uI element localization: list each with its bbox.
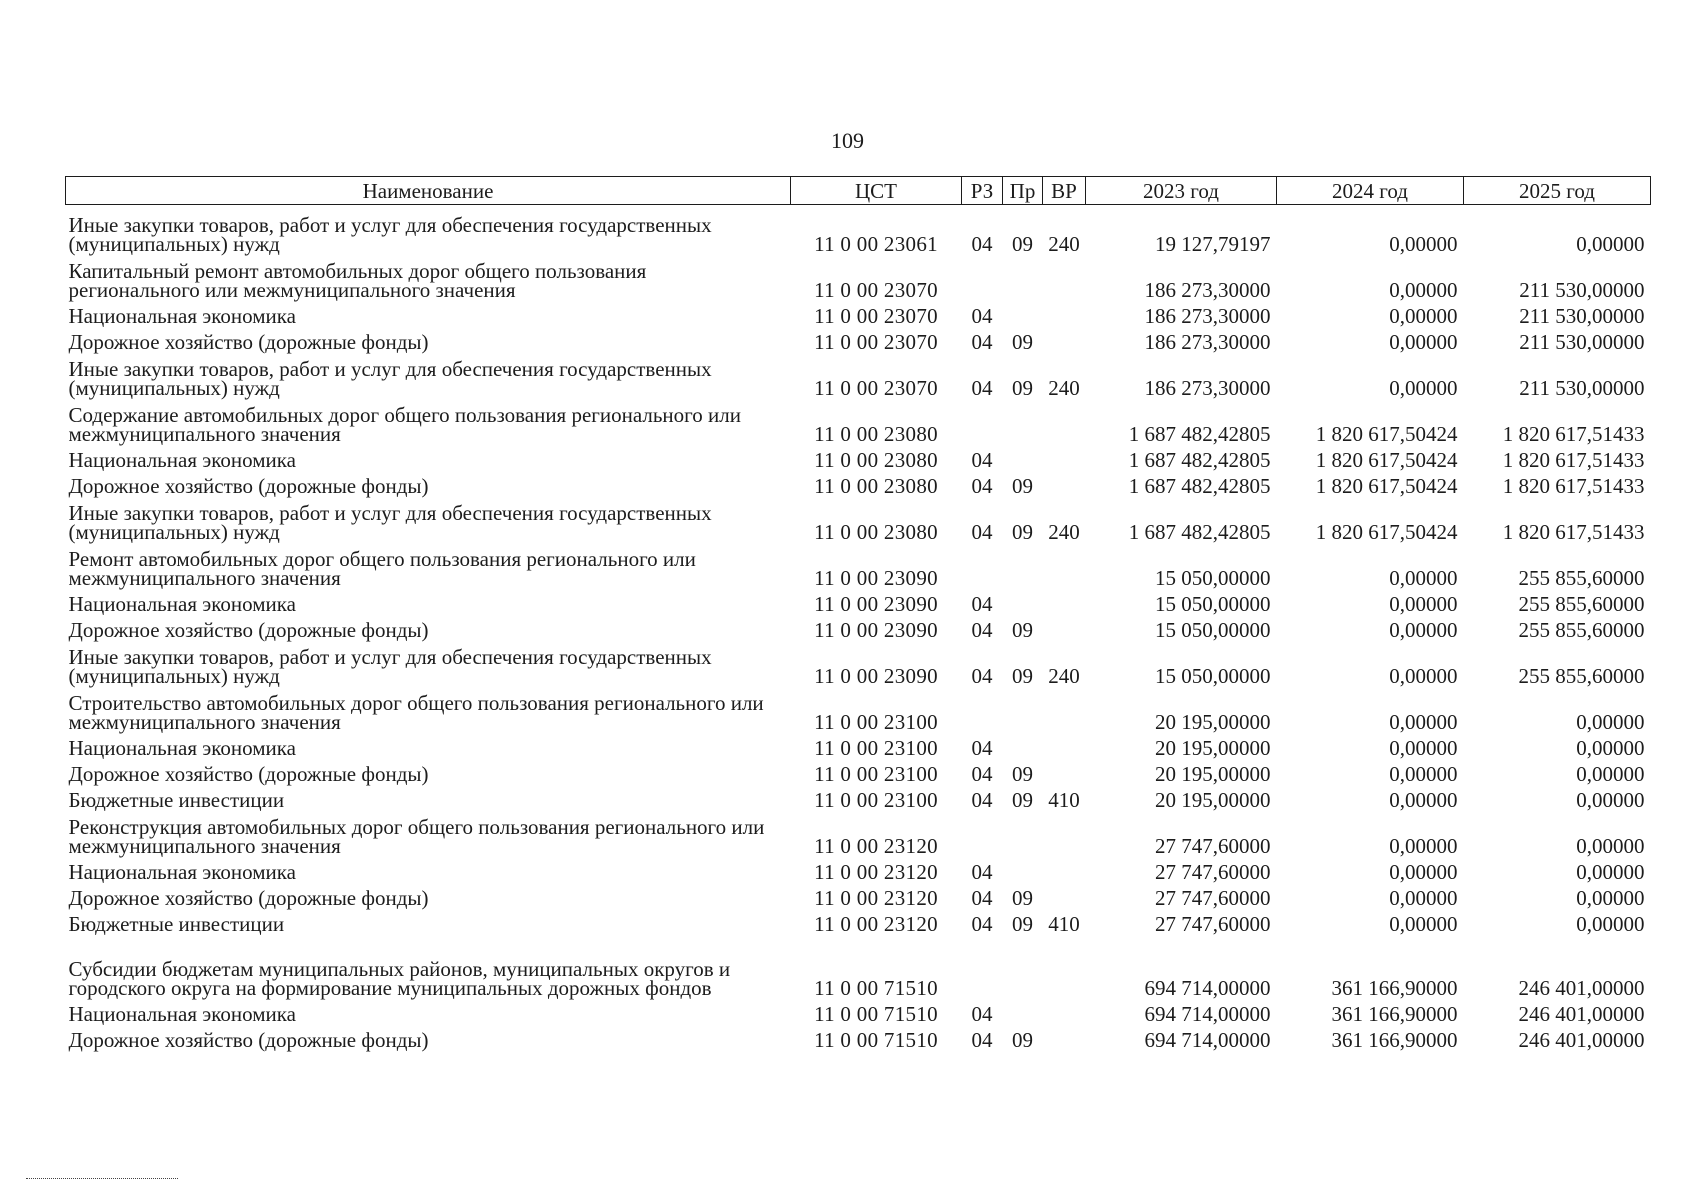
row-2025: 255 855,60000	[1518, 618, 1645, 642]
row-2025: 211 530,00000	[1519, 330, 1645, 354]
row-2023: 15 050,00000	[1155, 618, 1271, 642]
row-vr	[1043, 588, 1086, 614]
row-name: Иные закупки товаров, работ и услуг для обеспечения государственных (муниципальных) нужд	[68, 213, 712, 256]
row-2025: 1 820 617,51433	[1502, 422, 1645, 446]
row-cst: 11 0 00 23070	[814, 278, 938, 302]
row-pr: 09	[1012, 232, 1033, 256]
table-row	[66, 908, 1651, 934]
row-cst: 11 0 00 23100	[814, 710, 938, 734]
row-vr	[1043, 470, 1086, 496]
row-vr	[1043, 998, 1086, 1024]
row-2025: 211 530,00000	[1519, 304, 1645, 328]
row-rz: 04	[971, 592, 993, 616]
row-pr: 09	[1012, 376, 1033, 400]
row-pr	[1003, 686, 1043, 732]
row-name: Дорожное хозяйство (дорожные фонды)	[68, 618, 429, 642]
row-pr	[1003, 998, 1043, 1024]
header-cst: ЦСТ	[791, 177, 962, 205]
header-2023: 2023 год	[1086, 177, 1277, 205]
row-rz: 04	[971, 474, 993, 498]
row-rz: 04	[971, 912, 993, 936]
row-vr	[1043, 398, 1086, 444]
row-name: Содержание автомобильных дорог общего пользования регионального или межмуниципального значения	[68, 403, 741, 446]
table-row	[66, 732, 1651, 758]
header-vr: ВР	[1043, 177, 1086, 205]
row-pr	[1003, 300, 1043, 326]
row-vr	[1043, 254, 1086, 300]
row-2025: 255 855,60000	[1518, 566, 1645, 590]
table-row	[66, 326, 1651, 352]
row-2023: 186 273,30000	[1144, 278, 1271, 302]
row-cst: 11 0 00 23070	[814, 330, 938, 354]
row-cst: 11 0 00 23100	[814, 736, 938, 760]
row-2025: 0,00000	[1576, 886, 1645, 910]
row-pr	[1003, 856, 1043, 882]
row-pr	[1003, 254, 1043, 300]
row-name: Капитальный ремонт автомобильных дорог общего пользования регионального или межмуниципального значения	[68, 259, 647, 302]
row-rz: 04	[971, 304, 993, 328]
row-2024: 0,00000	[1389, 618, 1458, 642]
row-2025: 0,00000	[1576, 762, 1645, 786]
row-vr	[1043, 732, 1086, 758]
row-2023: 1 687 482,42805	[1128, 422, 1271, 446]
row-rz: 04	[971, 762, 993, 786]
row-2023: 27 747,60000	[1155, 834, 1271, 858]
row-cst: 11 0 00 23080	[814, 422, 938, 446]
row-vr: 410	[1048, 912, 1080, 936]
row-pr	[1003, 810, 1043, 856]
row-2023: 1 687 482,42805	[1128, 448, 1271, 472]
row-2024: 1 820 617,50424	[1315, 520, 1458, 544]
table-row	[66, 398, 1651, 444]
row-2025: 1 820 617,51433	[1502, 520, 1645, 544]
row-vr: 410	[1048, 788, 1080, 812]
row-2025: 0,00000	[1576, 788, 1645, 812]
table-row	[66, 882, 1651, 908]
row-2023: 694 714,00000	[1144, 1028, 1271, 1052]
row-pr: 09	[1012, 762, 1033, 786]
row-name: Дорожное хозяйство (дорожные фонды)	[68, 762, 429, 786]
row-2025: 0,00000	[1576, 736, 1645, 760]
row-rz: 04	[971, 618, 993, 642]
row-cst: 11 0 00 23120	[814, 912, 938, 936]
row-rz	[962, 686, 1003, 732]
row-cst: 11 0 00 23070	[814, 304, 938, 328]
row-name: Реконструкция автомобильных дорог общего пользования регионального или межмуниципального значения	[68, 815, 765, 858]
row-2024: 0,00000	[1389, 788, 1458, 812]
row-2025: 0,00000	[1576, 860, 1645, 884]
row-vr	[1043, 542, 1086, 588]
row-cst: 11 0 00 23080	[814, 448, 938, 472]
row-2024: 0,00000	[1389, 592, 1458, 616]
row-2023: 20 195,00000	[1155, 762, 1271, 786]
row-2024: 0,00000	[1389, 736, 1458, 760]
row-vr	[1043, 300, 1086, 326]
row-rz	[962, 398, 1003, 444]
row-2024: 0,00000	[1389, 762, 1458, 786]
row-pr: 09	[1012, 1028, 1033, 1052]
row-cst: 11 0 00 23090	[814, 618, 938, 642]
header-name: Наименование	[66, 177, 791, 205]
row-cst: 11 0 00 23120	[814, 886, 938, 910]
table-row	[66, 856, 1651, 882]
row-rz: 04	[971, 664, 993, 688]
row-name: Национальная экономика	[68, 860, 296, 884]
row-2024: 0,00000	[1389, 834, 1458, 858]
row-2024: 0,00000	[1389, 886, 1458, 910]
row-vr: 240	[1048, 664, 1080, 688]
row-cst: 11 0 00 23090	[814, 592, 938, 616]
row-name: Национальная экономика	[68, 448, 296, 472]
row-pr	[1003, 732, 1043, 758]
header-pr: Пр	[1003, 177, 1043, 205]
row-name: Национальная экономика	[68, 1002, 296, 1026]
table-row	[66, 614, 1651, 640]
header-rz: РЗ	[962, 177, 1003, 205]
row-2024: 0,00000	[1389, 860, 1458, 884]
row-name: Иные закупки товаров, работ и услуг для обеспечения государственных (муниципальных) нужд	[68, 501, 712, 544]
table-row	[66, 784, 1651, 810]
row-cst: 11 0 00 23120	[814, 860, 938, 884]
table-header-row	[66, 177, 1651, 205]
row-cst: 11 0 00 23090	[814, 664, 938, 688]
row-pr: 09	[1012, 886, 1033, 910]
row-2025: 0,00000	[1576, 710, 1645, 734]
row-vr	[1043, 810, 1086, 856]
row-2023: 186 273,30000	[1144, 330, 1271, 354]
row-vr	[1043, 614, 1086, 640]
row-vr: 240	[1048, 232, 1080, 256]
row-rz: 04	[971, 1028, 993, 1052]
row-2024: 1 820 617,50424	[1315, 422, 1458, 446]
row-pr: 09	[1012, 618, 1033, 642]
table-row	[66, 686, 1651, 732]
row-name: Национальная экономика	[68, 736, 296, 760]
row-2023: 19 127,79197	[1155, 232, 1271, 256]
row-name: Субсидии бюджетам муниципальных районов, муниципальных округов и городского округа на формирование муниципальных дорожных фондов	[68, 957, 731, 1000]
table-row	[66, 758, 1651, 784]
row-rz: 04	[971, 448, 993, 472]
table-row	[66, 496, 1651, 542]
row-2023: 1 687 482,42805	[1128, 520, 1271, 544]
row-2024: 361 166,90000	[1331, 976, 1458, 1000]
table-row	[66, 254, 1651, 300]
row-2024: 0,00000	[1389, 710, 1458, 734]
row-pr	[1003, 588, 1043, 614]
row-rz: 04	[971, 376, 993, 400]
row-rz	[962, 810, 1003, 856]
row-2024: 0,00000	[1389, 912, 1458, 936]
table-row	[66, 352, 1651, 398]
row-cst: 11 0 00 71510	[814, 1002, 938, 1026]
row-2025: 0,00000	[1576, 912, 1645, 936]
row-rz: 04	[971, 330, 993, 354]
row-2023: 186 273,30000	[1144, 304, 1271, 328]
row-cst: 11 0 00 71510	[814, 1028, 938, 1052]
row-2023: 27 747,60000	[1155, 886, 1271, 910]
row-2024: 0,00000	[1389, 566, 1458, 590]
row-2023: 694 714,00000	[1144, 976, 1271, 1000]
row-2024: 1 820 617,50424	[1315, 474, 1458, 498]
table-row	[66, 934, 1651, 998]
row-name: Ремонт автомобильных дорог общего пользования регионального или межмуниципального значения	[68, 547, 696, 590]
row-vr	[1043, 882, 1086, 908]
row-name: Иные закупки товаров, работ и услуг для обеспечения государственных (муниципальных) нужд	[68, 645, 712, 688]
row-2025: 246 401,00000	[1518, 976, 1645, 1000]
row-2023: 20 195,00000	[1155, 710, 1271, 734]
table-row	[66, 542, 1651, 588]
row-2024: 0,00000	[1389, 330, 1458, 354]
row-rz: 04	[971, 860, 993, 884]
header-2025: 2025 год	[1464, 177, 1651, 205]
row-pr	[1003, 934, 1043, 998]
row-2024: 0,00000	[1389, 376, 1458, 400]
row-rz: 04	[971, 1002, 993, 1026]
row-rz: 04	[971, 886, 993, 910]
table-row	[66, 998, 1651, 1024]
row-cst: 11 0 00 23061	[814, 232, 938, 256]
row-2023: 1 687 482,42805	[1128, 474, 1271, 498]
row-2025: 211 530,00000	[1519, 278, 1645, 302]
row-name: Дорожное хозяйство (дорожные фонды)	[68, 330, 429, 354]
row-2025: 246 401,00000	[1518, 1028, 1645, 1052]
table-row	[66, 810, 1651, 856]
row-2023: 20 195,00000	[1155, 736, 1271, 760]
row-2024: 0,00000	[1389, 664, 1458, 688]
page-number: 109	[831, 128, 864, 153]
row-cst: 11 0 00 23100	[814, 788, 938, 812]
table-row	[66, 205, 1651, 255]
row-name: Дорожное хозяйство (дорожные фонды)	[68, 886, 429, 910]
row-2025: 246 401,00000	[1518, 1002, 1645, 1026]
row-cst: 11 0 00 23080	[814, 520, 938, 544]
row-pr: 09	[1012, 664, 1033, 688]
row-vr	[1043, 934, 1086, 998]
row-cst: 11 0 00 23080	[814, 474, 938, 498]
row-vr	[1043, 686, 1086, 732]
table-row	[66, 588, 1651, 614]
table-row	[66, 470, 1651, 496]
row-name: Строительство автомобильных дорог общего пользования регионального или межмуниципального значения	[68, 691, 764, 734]
row-vr	[1043, 326, 1086, 352]
table-row	[66, 640, 1651, 686]
row-vr: 240	[1048, 520, 1080, 544]
row-cst: 11 0 00 71510	[814, 976, 938, 1000]
row-2025: 0,00000	[1576, 232, 1645, 256]
row-name: Бюджетные инвестиции	[68, 788, 285, 812]
row-2023: 186 273,30000	[1144, 376, 1271, 400]
row-2025: 1 820 617,51433	[1502, 448, 1645, 472]
row-2024: 0,00000	[1389, 232, 1458, 256]
row-2023: 27 747,60000	[1155, 912, 1271, 936]
row-name: Бюджетные инвестиции	[68, 912, 285, 936]
row-pr	[1003, 444, 1043, 470]
row-vr	[1043, 1024, 1086, 1050]
row-name: Национальная экономика	[68, 592, 296, 616]
row-2025: 255 855,60000	[1518, 592, 1645, 616]
row-pr: 09	[1012, 474, 1033, 498]
row-2025: 0,00000	[1576, 834, 1645, 858]
row-2024: 361 166,90000	[1331, 1028, 1458, 1052]
table-row	[66, 300, 1651, 326]
table-row	[66, 444, 1651, 470]
row-cst: 11 0 00 23100	[814, 762, 938, 786]
header-2024: 2024 год	[1277, 177, 1464, 205]
row-vr	[1043, 444, 1086, 470]
row-vr: 240	[1048, 376, 1080, 400]
row-pr	[1003, 398, 1043, 444]
row-2023: 15 050,00000	[1155, 592, 1271, 616]
row-rz	[962, 934, 1003, 998]
row-name: Дорожное хозяйство (дорожные фонды)	[68, 1028, 429, 1052]
row-rz	[962, 254, 1003, 300]
row-vr	[1043, 758, 1086, 784]
row-name: Иные закупки товаров, работ и услуг для обеспечения государственных (муниципальных) нужд	[68, 357, 712, 400]
row-vr	[1043, 856, 1086, 882]
page-rule	[26, 1178, 178, 1179]
row-rz: 04	[971, 736, 993, 760]
row-2023: 15 050,00000	[1155, 664, 1271, 688]
row-2024: 0,00000	[1389, 304, 1458, 328]
row-name: Национальная экономика	[68, 304, 296, 328]
row-cst: 11 0 00 23090	[814, 566, 938, 590]
row-2024: 361 166,90000	[1331, 1002, 1458, 1026]
row-2023: 27 747,60000	[1155, 860, 1271, 884]
row-rz: 04	[971, 520, 993, 544]
row-2025: 1 820 617,51433	[1502, 474, 1645, 498]
row-rz: 04	[971, 788, 993, 812]
row-name: Дорожное хозяйство (дорожные фонды)	[68, 474, 429, 498]
row-pr: 09	[1012, 912, 1033, 936]
row-pr	[1003, 542, 1043, 588]
row-2025: 211 530,00000	[1519, 376, 1645, 400]
row-2024: 0,00000	[1389, 278, 1458, 302]
row-pr: 09	[1012, 520, 1033, 544]
row-2023: 694 714,00000	[1144, 1002, 1271, 1026]
row-cst: 11 0 00 23120	[814, 834, 938, 858]
row-2023: 20 195,00000	[1155, 788, 1271, 812]
row-pr: 09	[1012, 330, 1033, 354]
row-rz: 04	[971, 232, 993, 256]
budget-table	[65, 176, 1651, 1050]
row-cst: 11 0 00 23070	[814, 376, 938, 400]
row-rz	[962, 542, 1003, 588]
table-row	[66, 1024, 1651, 1050]
row-2025: 255 855,60000	[1518, 664, 1645, 688]
row-2023: 15 050,00000	[1155, 566, 1271, 590]
row-pr: 09	[1012, 788, 1033, 812]
row-2024: 1 820 617,50424	[1315, 448, 1458, 472]
